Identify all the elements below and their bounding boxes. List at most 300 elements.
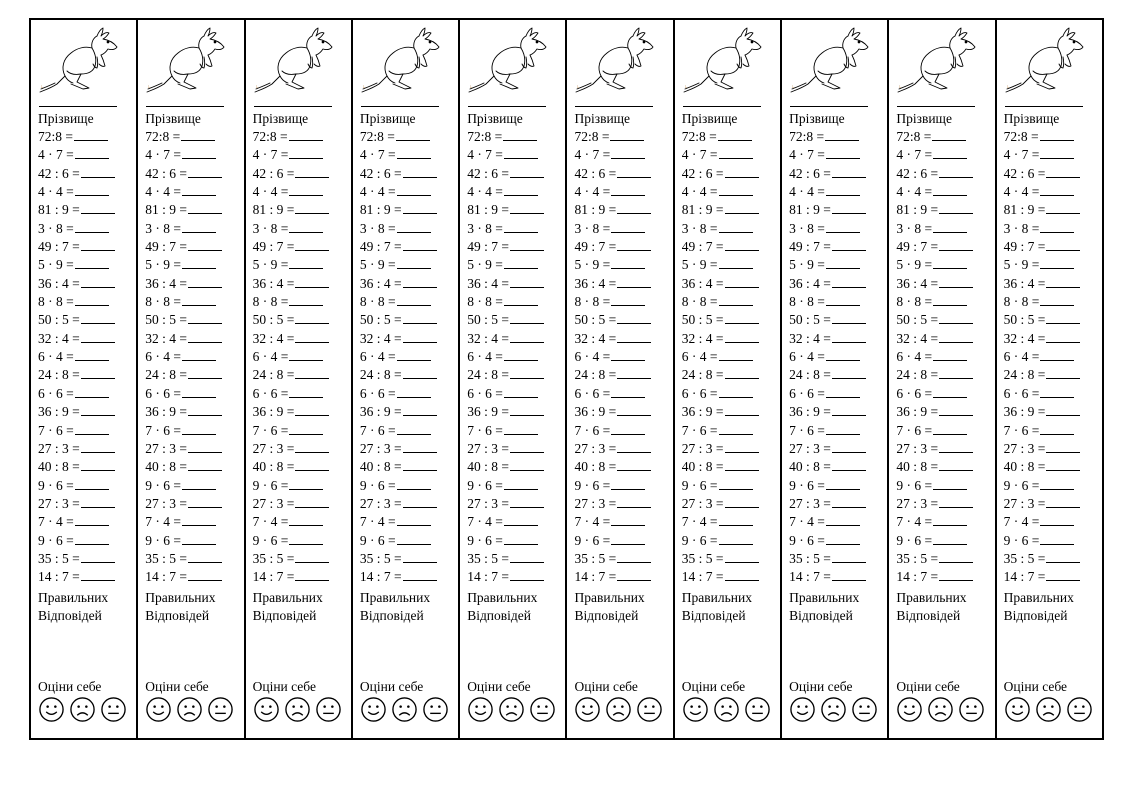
neutral-icon[interactable]	[636, 696, 663, 723]
answer-blank[interactable]	[933, 183, 967, 196]
answer-blank[interactable]	[832, 201, 866, 214]
smile-icon[interactable]	[682, 696, 709, 723]
answer-blank[interactable]	[832, 495, 866, 508]
correct-answers-label	[360, 589, 430, 625]
answer-blank[interactable]	[510, 201, 544, 214]
answer-blank[interactable]	[295, 330, 329, 343]
answer-blank[interactable]	[932, 128, 966, 141]
answer-blank[interactable]	[1046, 568, 1080, 581]
neutral-icon[interactable]	[851, 696, 878, 723]
answer-blank[interactable]	[81, 366, 115, 379]
answer-blank[interactable]	[617, 165, 651, 178]
answer-blank[interactable]	[510, 165, 544, 178]
answer-blank[interactable]	[182, 477, 216, 490]
answer-blank[interactable]	[939, 330, 973, 343]
answer-blank[interactable]	[397, 146, 431, 159]
neutral-icon[interactable]	[1066, 696, 1093, 723]
answer-blank[interactable]	[182, 256, 216, 269]
answer-blank[interactable]	[1040, 385, 1074, 398]
neutral-icon[interactable]	[744, 696, 771, 723]
task-expression: 24 : 8 =	[574, 367, 617, 383]
sad-icon[interactable]	[498, 696, 525, 723]
answer-blank[interactable]	[510, 550, 544, 563]
neutral-icon[interactable]	[315, 696, 342, 723]
answer-blank[interactable]	[510, 495, 544, 508]
answer-blank[interactable]	[503, 128, 537, 141]
answer-blank[interactable]	[725, 366, 759, 379]
smile-icon[interactable]	[253, 696, 280, 723]
answer-blank[interactable]	[397, 513, 431, 526]
answer-blank[interactable]	[295, 403, 329, 416]
neutral-icon[interactable]	[529, 696, 556, 723]
answer-blank[interactable]	[504, 220, 538, 233]
answer-blank[interactable]	[825, 128, 859, 141]
answer-blank[interactable]	[1046, 201, 1080, 214]
answer-blank[interactable]	[295, 238, 329, 251]
answer-blank[interactable]	[504, 256, 538, 269]
answer-blank[interactable]	[504, 513, 538, 526]
task-expression: 3 · 8 =	[467, 220, 503, 236]
answer-blank[interactable]	[81, 568, 115, 581]
smile-icon[interactable]	[896, 696, 923, 723]
answer-blank[interactable]	[1046, 275, 1080, 288]
answer-blank[interactable]	[188, 201, 222, 214]
answer-blank[interactable]	[939, 366, 973, 379]
answer-blank[interactable]	[403, 568, 437, 581]
answer-blank[interactable]	[826, 146, 860, 159]
answer-blank[interactable]	[289, 256, 323, 269]
answer-blank[interactable]	[725, 403, 759, 416]
answer-blank[interactable]	[403, 311, 437, 324]
smile-icon[interactable]	[789, 696, 816, 723]
task-expression: 32 : 4 =	[574, 330, 617, 346]
answer-blank[interactable]	[933, 220, 967, 233]
task-expression: 40 : 8 =	[252, 459, 295, 475]
answer-blank[interactable]	[289, 477, 323, 490]
answer-blank[interactable]	[397, 293, 431, 306]
answer-blank[interactable]	[504, 532, 538, 545]
answer-blank[interactable]	[611, 256, 645, 269]
answer-blank[interactable]	[725, 238, 759, 251]
answer-blank[interactable]	[295, 550, 329, 563]
answer-blank[interactable]	[1040, 532, 1074, 545]
answer-blank[interactable]	[295, 366, 329, 379]
answer-blank[interactable]	[826, 385, 860, 398]
answer-blank[interactable]	[1046, 238, 1080, 251]
neutral-icon[interactable]	[100, 696, 127, 723]
answer-blank[interactable]	[289, 532, 323, 545]
answer-blank[interactable]	[933, 385, 967, 398]
surname-label: Прізвище	[789, 111, 845, 126]
answer-blank[interactable]	[81, 403, 115, 416]
answer-blank[interactable]	[725, 330, 759, 343]
answer-blank[interactable]	[826, 256, 860, 269]
answer-blank[interactable]	[826, 513, 860, 526]
answer-blank[interactable]	[617, 330, 651, 343]
task-expression: 35 : 5 =	[681, 550, 724, 566]
answer-blank[interactable]	[1040, 477, 1074, 490]
answer-blank[interactable]	[75, 477, 109, 490]
answer-blank[interactable]	[725, 568, 759, 581]
answer-blank[interactable]	[295, 201, 329, 214]
answer-blank[interactable]	[188, 403, 222, 416]
answer-blank[interactable]	[289, 146, 323, 159]
answer-blank[interactable]	[933, 293, 967, 306]
neutral-icon[interactable]	[207, 696, 234, 723]
answer-blank[interactable]	[725, 550, 759, 563]
answer-blank[interactable]	[617, 550, 651, 563]
answer-blank[interactable]	[289, 128, 323, 141]
answer-blank[interactable]	[725, 201, 759, 214]
answer-blank[interactable]	[289, 220, 323, 233]
answer-blank[interactable]	[75, 348, 109, 361]
sad-icon[interactable]	[176, 696, 203, 723]
answer-blank[interactable]	[182, 183, 216, 196]
answer-blank[interactable]	[403, 458, 437, 471]
answer-blank[interactable]	[1040, 220, 1074, 233]
answer-blank[interactable]	[719, 532, 753, 545]
answer-blank[interactable]	[182, 146, 216, 159]
answer-blank[interactable]	[81, 495, 115, 508]
answer-blank[interactable]	[75, 146, 109, 159]
answer-blank[interactable]	[397, 385, 431, 398]
answer-blank[interactable]	[295, 458, 329, 471]
sad-icon[interactable]	[713, 696, 740, 723]
answer-blank[interactable]	[939, 275, 973, 288]
answer-blank[interactable]	[939, 495, 973, 508]
answer-blank[interactable]	[510, 403, 544, 416]
answer-blank[interactable]	[611, 183, 645, 196]
answer-blank[interactable]	[295, 568, 329, 581]
answer-blank[interactable]	[719, 513, 753, 526]
answer-blank[interactable]	[939, 568, 973, 581]
answer-blank[interactable]	[611, 220, 645, 233]
answer-blank[interactable]	[617, 201, 651, 214]
answer-blank[interactable]	[397, 256, 431, 269]
answer-blank[interactable]	[617, 495, 651, 508]
task-expression: 27 : 3 =	[789, 495, 831, 511]
answer-blank[interactable]	[182, 532, 216, 545]
answer-blank[interactable]	[939, 550, 973, 563]
answer-blank[interactable]	[1046, 458, 1080, 471]
answer-blank[interactable]	[611, 477, 645, 490]
answer-blank[interactable]	[188, 275, 222, 288]
answer-blank[interactable]	[504, 477, 538, 490]
smile-icon[interactable]	[38, 696, 65, 723]
answer-blank[interactable]	[510, 311, 544, 324]
answer-blank[interactable]	[403, 275, 437, 288]
answer-blank[interactable]	[81, 458, 115, 471]
answer-blank[interactable]	[939, 238, 973, 251]
smile-icon[interactable]	[360, 696, 387, 723]
answer-blank[interactable]	[510, 366, 544, 379]
answer-blank[interactable]	[403, 201, 437, 214]
answer-blank[interactable]	[510, 568, 544, 581]
answer-blank[interactable]	[933, 532, 967, 545]
smile-icon[interactable]	[145, 696, 172, 723]
answer-blank[interactable]	[295, 275, 329, 288]
answer-blank[interactable]	[611, 293, 645, 306]
answer-blank[interactable]	[510, 275, 544, 288]
answer-blank[interactable]	[289, 348, 323, 361]
answer-blank[interactable]	[832, 440, 866, 453]
answer-blank[interactable]	[181, 128, 215, 141]
answer-blank[interactable]	[933, 348, 967, 361]
answer-blank[interactable]	[719, 183, 753, 196]
task-expression: 36 : 9 =	[467, 404, 509, 420]
answer-blank[interactable]	[81, 311, 115, 324]
answer-blank[interactable]	[403, 440, 437, 453]
answer-blank[interactable]	[832, 550, 866, 563]
answer-blank[interactable]	[617, 238, 651, 251]
answer-blank[interactable]	[289, 385, 323, 398]
answer-blank[interactable]	[939, 201, 973, 214]
answer-blank[interactable]	[933, 477, 967, 490]
answer-blank[interactable]	[289, 293, 323, 306]
sad-icon[interactable]	[391, 696, 418, 723]
answer-blank[interactable]	[510, 330, 544, 343]
task-expression: 40 : 8 =	[467, 459, 509, 475]
answer-blank[interactable]	[510, 440, 544, 453]
answer-blank[interactable]	[289, 183, 323, 196]
answer-blank[interactable]	[295, 311, 329, 324]
answer-blank[interactable]	[826, 422, 860, 435]
answer-blank[interactable]	[832, 165, 866, 178]
answer-blank[interactable]	[75, 220, 109, 233]
answer-blank[interactable]	[397, 348, 431, 361]
answer-blank[interactable]	[182, 220, 216, 233]
answer-blank[interactable]	[933, 513, 967, 526]
answer-blank[interactable]	[81, 165, 115, 178]
answer-blank[interactable]	[182, 422, 216, 435]
answer-blank[interactable]	[81, 440, 115, 453]
answer-blank[interactable]	[832, 458, 866, 471]
answer-blank[interactable]	[1040, 183, 1074, 196]
answer-blank[interactable]	[939, 165, 973, 178]
answer-blank[interactable]	[81, 330, 115, 343]
answer-blank[interactable]	[617, 275, 651, 288]
task-row	[682, 165, 759, 183]
neutral-icon[interactable]	[958, 696, 985, 723]
answer-blank[interactable]	[188, 238, 222, 251]
answer-blank[interactable]	[610, 128, 644, 141]
answer-blank[interactable]	[719, 146, 753, 159]
answer-blank[interactable]	[81, 275, 115, 288]
answer-blank[interactable]	[510, 238, 544, 251]
answer-blank[interactable]	[397, 422, 431, 435]
answer-blank[interactable]	[826, 293, 860, 306]
answer-blank[interactable]	[1040, 513, 1074, 526]
smile-icon[interactable]	[574, 696, 601, 723]
answer-blank[interactable]	[1040, 256, 1074, 269]
answer-blank[interactable]	[403, 238, 437, 251]
answer-blank[interactable]	[939, 403, 973, 416]
answer-blank[interactable]	[504, 146, 538, 159]
sad-icon[interactable]	[820, 696, 847, 723]
answer-blank[interactable]	[510, 458, 544, 471]
answer-blank[interactable]	[611, 385, 645, 398]
smile-icon[interactable]	[467, 696, 494, 723]
answer-blank[interactable]	[826, 532, 860, 545]
answer-blank[interactable]	[188, 165, 222, 178]
answer-blank[interactable]	[75, 256, 109, 269]
answer-blank[interactable]	[188, 330, 222, 343]
answer-blank[interactable]	[1040, 348, 1074, 361]
answer-blank[interactable]	[403, 330, 437, 343]
answer-blank[interactable]	[617, 311, 651, 324]
answer-blank[interactable]	[81, 201, 115, 214]
answer-blank[interactable]	[826, 220, 860, 233]
answer-blank[interactable]	[182, 385, 216, 398]
answer-blank[interactable]	[725, 458, 759, 471]
answer-blank[interactable]	[397, 183, 431, 196]
answer-blank[interactable]	[295, 495, 329, 508]
answer-blank[interactable]	[75, 183, 109, 196]
sad-icon[interactable]	[927, 696, 954, 723]
answer-blank[interactable]	[933, 146, 967, 159]
answer-blank[interactable]	[719, 348, 753, 361]
answer-blank[interactable]	[1046, 311, 1080, 324]
self-rate-label: Оціни себе	[145, 679, 209, 694]
answer-blank[interactable]	[295, 165, 329, 178]
task-row	[360, 330, 437, 348]
answer-blank[interactable]	[611, 348, 645, 361]
answer-blank[interactable]	[719, 293, 753, 306]
answer-blank[interactable]	[182, 513, 216, 526]
answer-blank[interactable]	[725, 495, 759, 508]
answer-blank[interactable]	[396, 128, 430, 141]
neutral-icon[interactable]	[422, 696, 449, 723]
answer-blank[interactable]	[75, 513, 109, 526]
answer-blank[interactable]	[826, 477, 860, 490]
sad-icon[interactable]	[605, 696, 632, 723]
answer-blank[interactable]	[403, 550, 437, 563]
answer-blank[interactable]	[1040, 422, 1074, 435]
answer-blank[interactable]	[1040, 293, 1074, 306]
sad-icon[interactable]	[69, 696, 96, 723]
answer-blank[interactable]	[1046, 403, 1080, 416]
answer-blank[interactable]	[504, 293, 538, 306]
answer-blank[interactable]	[295, 440, 329, 453]
answer-blank[interactable]	[75, 385, 109, 398]
answer-blank[interactable]	[75, 293, 109, 306]
answer-blank[interactable]	[826, 348, 860, 361]
answer-blank[interactable]	[1046, 550, 1080, 563]
answer-blank[interactable]	[1040, 146, 1074, 159]
answer-blank[interactable]	[1046, 366, 1080, 379]
task-expression: 35 : 5 =	[1003, 550, 1046, 566]
task-row	[467, 403, 544, 421]
answer-blank[interactable]	[188, 568, 222, 581]
answer-blank[interactable]	[611, 422, 645, 435]
answer-blank[interactable]	[725, 275, 759, 288]
answer-blank[interactable]	[182, 293, 216, 306]
answer-blank[interactable]	[939, 311, 973, 324]
answer-blank[interactable]	[397, 477, 431, 490]
answer-blank[interactable]	[719, 385, 753, 398]
answer-blank[interactable]	[832, 568, 866, 581]
answer-blank[interactable]	[75, 422, 109, 435]
answer-blank[interactable]	[1046, 165, 1080, 178]
answer-blank[interactable]	[611, 146, 645, 159]
answer-blank[interactable]	[939, 440, 973, 453]
answer-blank[interactable]	[611, 532, 645, 545]
answer-blank[interactable]	[188, 311, 222, 324]
answer-blank[interactable]	[832, 366, 866, 379]
answer-blank[interactable]	[725, 311, 759, 324]
task-row	[360, 183, 437, 201]
smile-icon[interactable]	[1004, 696, 1031, 723]
task-expression: 36 : 4 =	[252, 275, 295, 291]
answer-blank[interactable]	[933, 422, 967, 435]
answer-blank[interactable]	[74, 128, 108, 141]
answer-blank[interactable]	[397, 220, 431, 233]
answer-blank[interactable]	[719, 422, 753, 435]
answer-blank[interactable]	[1040, 128, 1074, 141]
answer-blank[interactable]	[403, 403, 437, 416]
answer-blank[interactable]	[719, 256, 753, 269]
answer-blank[interactable]	[939, 458, 973, 471]
answer-blank[interactable]	[617, 403, 651, 416]
answer-blank[interactable]	[504, 385, 538, 398]
answer-blank[interactable]	[188, 440, 222, 453]
answer-blank[interactable]	[289, 513, 323, 526]
answer-blank[interactable]	[832, 275, 866, 288]
answer-blank[interactable]	[504, 183, 538, 196]
task-row	[253, 293, 330, 311]
answer-blank[interactable]	[617, 458, 651, 471]
answer-blank[interactable]	[719, 477, 753, 490]
answer-blank[interactable]	[718, 128, 752, 141]
answer-blank[interactable]	[1046, 440, 1080, 453]
answer-blank[interactable]	[832, 311, 866, 324]
task-row	[253, 165, 330, 183]
answer-blank[interactable]	[725, 440, 759, 453]
answer-blank[interactable]	[832, 238, 866, 251]
answer-blank[interactable]	[188, 495, 222, 508]
answer-blank[interactable]	[289, 422, 323, 435]
answer-blank[interactable]	[504, 348, 538, 361]
sad-icon[interactable]	[284, 696, 311, 723]
answer-blank[interactable]	[504, 422, 538, 435]
answer-blank[interactable]	[403, 366, 437, 379]
sad-icon[interactable]	[1035, 696, 1062, 723]
answer-blank[interactable]	[403, 165, 437, 178]
answer-blank[interactable]	[75, 532, 109, 545]
answer-blank[interactable]	[617, 440, 651, 453]
answer-blank[interactable]	[188, 550, 222, 563]
answer-blank[interactable]	[188, 366, 222, 379]
answer-blank[interactable]	[832, 403, 866, 416]
answer-blank[interactable]	[832, 330, 866, 343]
answer-blank[interactable]	[725, 165, 759, 178]
answer-blank[interactable]	[617, 366, 651, 379]
answer-blank[interactable]	[1046, 330, 1080, 343]
answer-blank[interactable]	[617, 568, 651, 581]
task-expression: 6 · 6 =	[359, 385, 396, 401]
answer-blank[interactable]	[826, 183, 860, 196]
answer-blank[interactable]	[182, 348, 216, 361]
answer-blank[interactable]	[81, 550, 115, 563]
answer-blank[interactable]	[397, 532, 431, 545]
answer-blank[interactable]	[81, 238, 115, 251]
answer-blank[interactable]	[611, 513, 645, 526]
answer-blank[interactable]	[933, 256, 967, 269]
answer-blank[interactable]	[1046, 495, 1080, 508]
answer-blank[interactable]	[719, 220, 753, 233]
answer-blank[interactable]	[188, 458, 222, 471]
answer-blank[interactable]	[403, 495, 437, 508]
